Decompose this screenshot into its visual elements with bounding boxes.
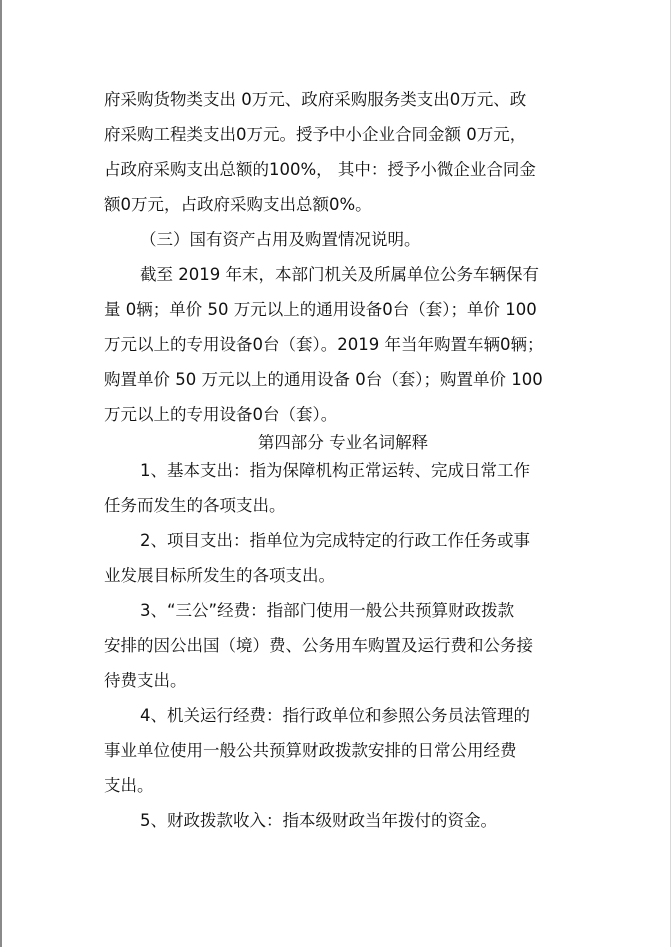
body-line: 购置单价 50 万元以上的通用设备 0台（套）；购置单价 100 — [104, 370, 543, 389]
body-line: 截至 2019 年末，本部门机关及所属单位公务车辆保有 — [140, 265, 539, 284]
definition-line: 5、财政拨款收入：指本级财政当年拨付的资金。 — [140, 811, 497, 830]
body-line: 府采购工程类支出0万元。授予中小企业合同金额 0万元， — [104, 125, 527, 144]
part-title: 第四部分 专业名词解释 — [257, 433, 429, 452]
definition-line: 业发展目标所发生的各项支出。 — [104, 566, 335, 585]
definition-line: 待费支出。 — [104, 671, 187, 690]
body-line: 额0万元，占政府采购支出总额0%。 — [104, 195, 372, 214]
definition-line: 安排的因公出国（境）费、公务用车购置及运行费和公务接 — [104, 636, 533, 655]
page-left-edge — [0, 0, 2, 947]
definition-line: 任务而发生的各项支出。 — [104, 496, 286, 515]
body-line: 府采购货物类支出 0万元、政府采购服务类支出0万元、政 — [104, 90, 527, 109]
definition-line: 事业单位使用一般公共预算财政拨款安排的日常公用经费 — [104, 741, 517, 760]
definition-line: 3、“三公”经费：指部门使用一般公共预算财政拨款 — [140, 601, 515, 620]
definition-line: 1、基本支出：指为保障机构正常运转、完成日常工作 — [140, 461, 530, 480]
definition-line: 2、项目支出：指单位为完成特定的行政工作任务或事 — [140, 531, 530, 550]
section-heading: （三）国有资产占用及购置情况说明。 — [140, 230, 421, 249]
definition-line: 支出。 — [104, 776, 154, 795]
body-line: 万元以上的专用设备0台（套）。2019 年当年购置车辆0辆； — [104, 335, 544, 354]
body-line: 万元以上的专用设备0台（套）。 — [104, 405, 338, 424]
body-line: 量 0辆；单价 50 万元以上的通用设备0台（套）；单价 100 — [104, 300, 537, 319]
body-line: 占政府采购支出总额的100%， 其中：授予小微企业合同金 — [104, 160, 536, 179]
document-body — [104, 86, 574, 842]
definition-line: 4、机关运行经费：指行政单位和参照公务员法管理的 — [140, 706, 530, 725]
